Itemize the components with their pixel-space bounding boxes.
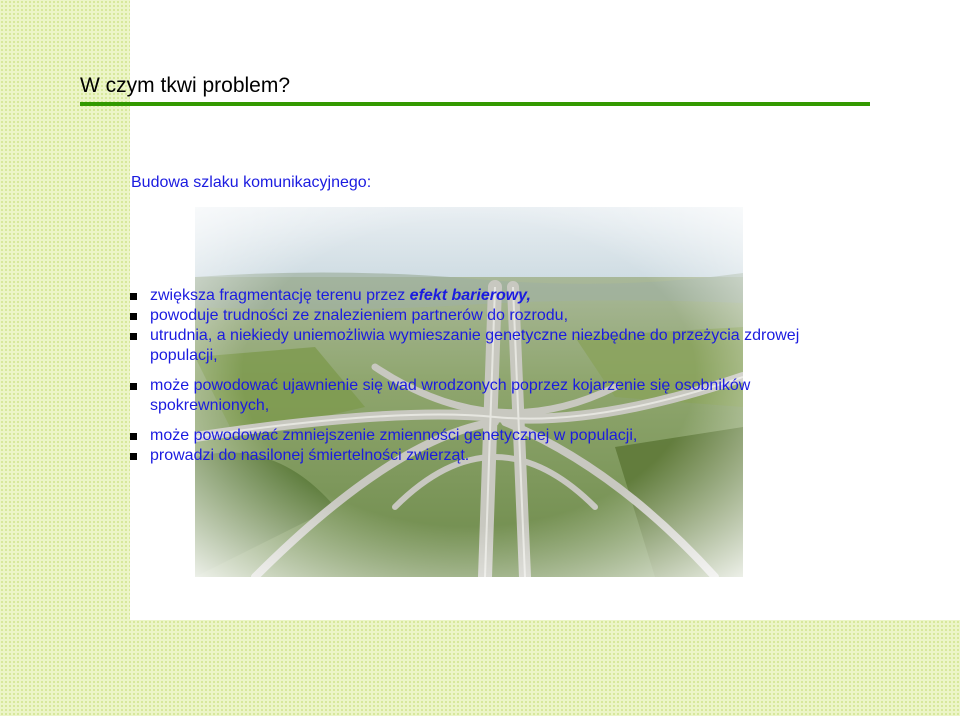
decorative-left-strip <box>0 0 130 716</box>
list-item-text: prowadzi do nasilonej śmiertelności zwierząt. <box>150 447 470 464</box>
list-item <box>128 306 848 326</box>
list-item <box>128 426 848 446</box>
list-item-text: może powodować zmniejszenie zmienności genetycznej w populacji, <box>150 427 638 444</box>
square-bullet-icon <box>130 383 137 390</box>
emphasis-text: efekt barierowy, <box>409 287 531 304</box>
list-item <box>128 286 848 306</box>
square-bullet-icon <box>130 333 137 340</box>
list-item <box>128 326 848 366</box>
square-bullet-icon <box>130 313 137 320</box>
square-bullet-icon <box>130 453 137 460</box>
square-bullet-icon <box>130 433 137 440</box>
list-item-text: powoduje trudności ze znalezieniem partnerów do rozrodu, <box>150 307 569 324</box>
list-item <box>128 376 848 416</box>
decorative-bottom-band <box>0 620 960 716</box>
square-bullet-icon <box>130 293 137 300</box>
title-underline <box>80 102 870 106</box>
list-item-text: utrudnia, a niekiedy uniemożliwia wymieszanie genetyczne niezbędne do przeżycia zdrowej populacji, <box>150 327 800 364</box>
list-item-text: może powodować ujawnienie się wad wrodzonych poprzez kojarzenie się osobników spokrewnionych, <box>150 377 751 414</box>
bullet-list <box>128 286 848 476</box>
slide-title: W czym tkwi problem? <box>80 74 291 97</box>
subtitle: Budowa szlaku komunikacyjnego: <box>131 174 372 191</box>
list-item <box>128 446 848 466</box>
list-item-text: zwiększa fragmentację terenu przez <box>150 287 410 304</box>
